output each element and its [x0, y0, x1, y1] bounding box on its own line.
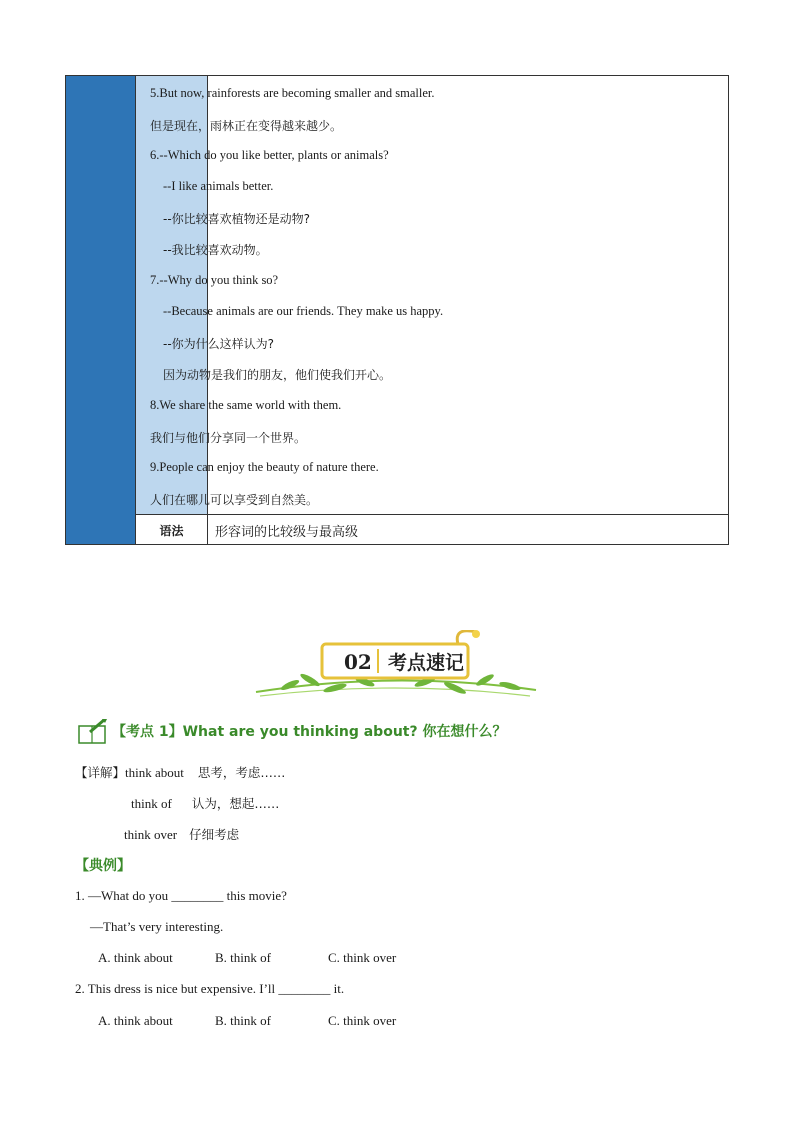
- detail-row: [124, 825, 239, 843]
- detail-row: [75, 763, 285, 781]
- grammar-text: 形容词的比较级与最高级: [208, 514, 728, 545]
- banner-number: 02: [344, 650, 372, 674]
- detail-meaning: 仔细考虑: [189, 827, 240, 842]
- sentence-line: --I like animals better.: [163, 179, 274, 193]
- question-2: 2. This dress is nice but expensive. I’ll ________ it.: [75, 981, 345, 996]
- sentence-line: 我们与他们分享同一个世界。: [150, 431, 307, 445]
- sentence-line: 7.--Why do you think so?: [150, 273, 279, 287]
- option-a: A. think about: [98, 950, 173, 965]
- sentence-line: 因为动物是我们的朋友，他们使我们开心。: [163, 368, 392, 382]
- kaodian-title: 【考点 1】What are you thinking about? 你在想什么？: [112, 724, 507, 740]
- table-side-column: [66, 76, 136, 544]
- option-b: B. think of: [215, 1013, 271, 1028]
- sentence-line: 8.We share the same world with them.: [150, 398, 342, 412]
- banner-title: 考点速记: [388, 652, 465, 674]
- sentence-line: --你为什么这样认为?: [163, 337, 275, 351]
- detail-label: 【详解】: [75, 765, 126, 780]
- detail-phrase: think about: [125, 765, 184, 780]
- grammar-label: 语法: [136, 514, 208, 545]
- question-1: 1. —What do you ________ this movie?: [75, 888, 287, 903]
- sentence-line: 9.People can enjoy the beauty of nature there.: [150, 460, 379, 474]
- sentence-line: --你比较喜欢植物还是动物?: [163, 212, 311, 226]
- detail-meaning: 认为，想起……: [191, 796, 280, 811]
- sentence-line: 5.But now, rainforests are becoming smaller and smaller.: [150, 86, 435, 100]
- option-a: A. think about: [98, 1013, 173, 1028]
- sentence-line: --我比较喜欢动物。: [163, 243, 268, 257]
- detail-phrase: think of: [131, 796, 172, 811]
- option-c: C. think over: [328, 950, 397, 965]
- sentence-line: --Because animals are our friends. They make us happy.: [163, 304, 444, 318]
- option-b: B. think of: [215, 950, 271, 965]
- sentence-line: 人们在哪儿可以享受到自然美。: [150, 493, 319, 507]
- sentence-line: 但是现在，雨林正在变得越来越少。: [150, 119, 343, 133]
- detail-phrase: think over: [124, 827, 178, 842]
- detail-row: [131, 794, 279, 812]
- section-banner: [250, 630, 540, 705]
- kaodian-heading: [78, 718, 506, 744]
- example-label: 【典例】: [75, 858, 131, 874]
- question-1-answer: —That’s very interesting.: [90, 919, 224, 934]
- table-label-column: [136, 76, 208, 514]
- sentence-line: 6.--Which do you like better, plants or animals?: [150, 148, 389, 162]
- option-c: C. think over: [328, 1013, 397, 1028]
- detail-meaning: 思考，考虑……: [197, 765, 286, 780]
- notebook-pen-icon: [78, 718, 108, 744]
